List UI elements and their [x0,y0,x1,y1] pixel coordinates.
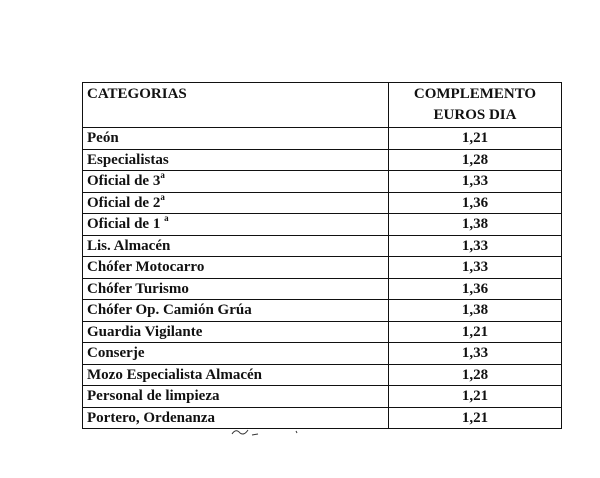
table-row [83,343,562,365]
table-row [83,364,562,386]
complement-value-cell: 1,33 [389,257,562,279]
header-complemento-line2: EUROS DIA [433,107,517,123]
category-cell [83,364,389,386]
table-row [83,386,562,408]
complement-value-cell: 1,28 [389,364,562,386]
category-superscript: a [164,213,169,224]
category-cell [83,386,389,408]
category-cell [83,343,389,365]
table-row [83,192,562,214]
complement-value-cell: 1,38 [389,214,562,236]
category-label: Peón [87,130,119,147]
table-row [83,407,562,429]
complement-table-container [82,82,562,429]
category-superscript: a [160,170,165,181]
category-cell [83,128,389,150]
category-cell [83,214,389,236]
complement-value-cell: 1,21 [389,386,562,408]
category-label: Oficial de 2 [87,194,161,211]
category-label: Chófer Op. Camión Grúa [87,302,252,319]
complement-value-cell: 1,28 [389,149,562,171]
header-complemento-line1: COMPLEMENTO [413,86,537,102]
table-row [83,214,562,236]
category-label: Personal de limpieza [87,388,220,405]
complement-value-cell: 1,38 [389,300,562,322]
category-label: Oficial de 3 [87,173,161,190]
category-label: Especialistas [87,151,169,168]
complement-value-cell: 1,33 [389,343,562,365]
category-label: Oficial de 1 [87,216,165,233]
table-row [83,257,562,279]
table-row [83,128,562,150]
category-cell [83,278,389,300]
table-row [83,300,562,322]
table-row [83,321,562,343]
handwritten-mark [230,424,310,438]
table-row [83,235,562,257]
header-categorias: CATEGORIAS [83,83,389,128]
category-label: Lis. Almacén [87,237,171,254]
header-complemento [389,83,562,128]
category-label: Mozo Especialista Almacén [87,366,262,383]
category-cell [83,171,389,193]
complement-table [82,82,562,429]
complement-value-cell: 1,21 [389,128,562,150]
category-label: Chófer Motocarro [87,259,205,276]
table-row [83,171,562,193]
category-cell [83,300,389,322]
category-label: Guardia Vigilante [87,323,203,340]
category-cell [83,257,389,279]
complement-value-cell: 1,36 [389,278,562,300]
category-cell [83,235,389,257]
category-cell [83,149,389,171]
complement-value-cell: 1,33 [389,235,562,257]
category-label: Portero, Ordenanza [87,409,216,426]
category-label: Conserje [87,345,145,362]
table-row [83,149,562,171]
complement-value-cell: 1,36 [389,192,562,214]
table-body [83,128,562,429]
complement-value-cell: 1,21 [389,321,562,343]
category-superscript: a [160,191,165,202]
category-label: Chófer Turismo [87,280,189,297]
table-header-row [83,83,562,128]
complement-value-cell: 1,21 [389,407,562,429]
complement-value-cell: 1,33 [389,171,562,193]
table-row [83,278,562,300]
category-cell [83,321,389,343]
category-cell [83,192,389,214]
